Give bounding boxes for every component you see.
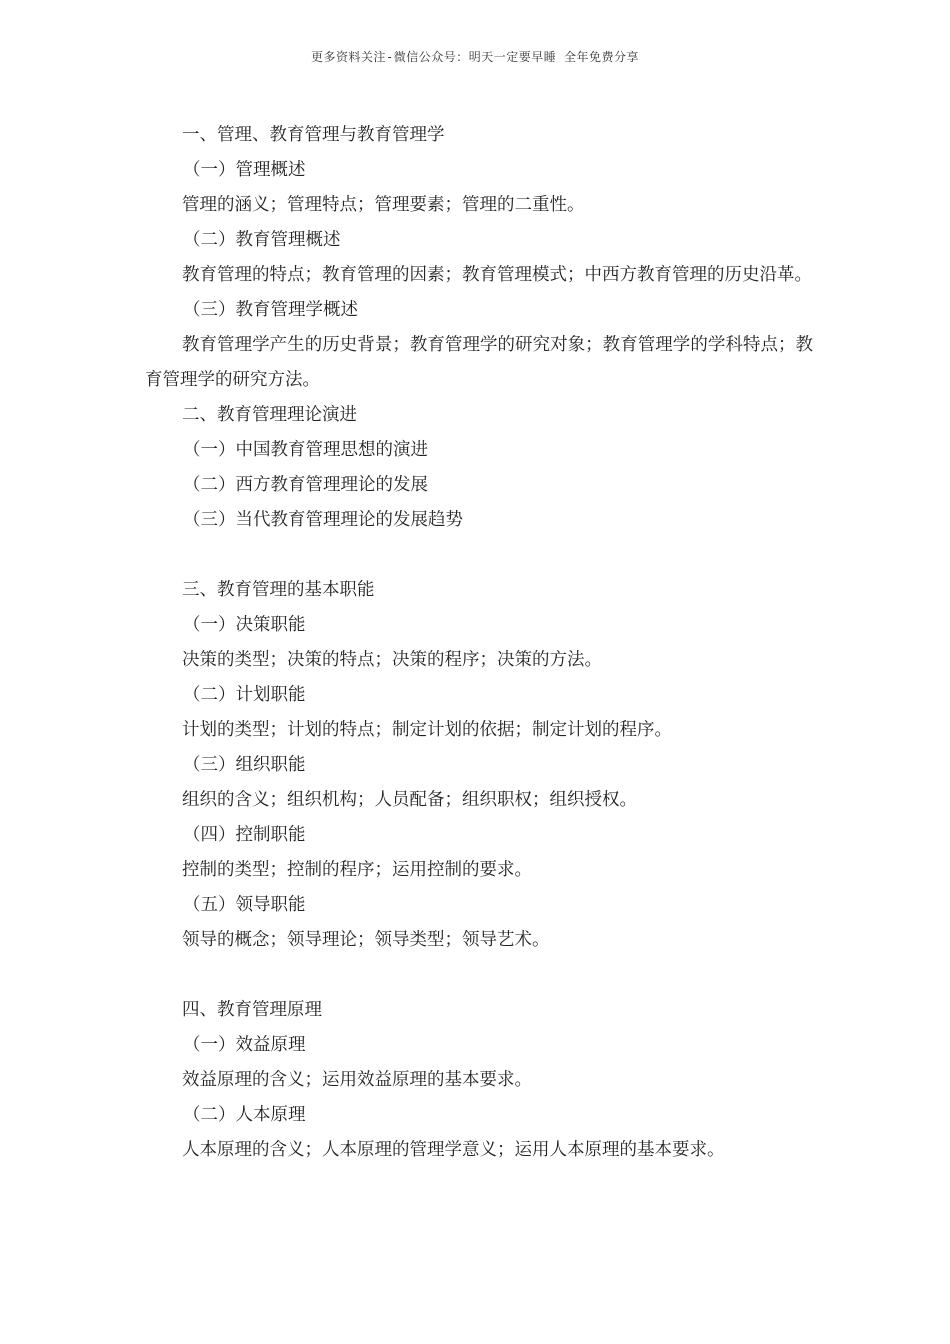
subsection-title: （一）管理概述 — [183, 160, 306, 180]
subsection-content: 效益原理的含义；运用效益原理的基本要求。 — [182, 1070, 532, 1090]
subsection-content: 教育管理的特点；教育管理的因素；教育管理模式；中西方教育管理的历史沿革。 — [182, 265, 812, 285]
subsection-title: （三）组织职能 — [183, 755, 306, 775]
page-header: 更多资料关注-微信公众号：明天一定要早睡 全年免费分享 — [311, 50, 639, 64]
section-title: 一、管理、教育管理与教育管理学 — [182, 125, 445, 145]
section-title: 二、教育管理理论演进 — [182, 405, 357, 425]
subsection-content: 控制的类型；控制的程序；运用控制的要求。 — [182, 860, 532, 880]
subsection-content: 领导的概念；领导理论；领导类型；领导艺术。 — [182, 930, 550, 950]
section-gap — [145, 958, 813, 993]
document-body — [145, 118, 813, 1168]
section-gap — [145, 538, 813, 573]
subsection-content: 计划的类型；计划的特点；制定计划的依据；制定计划的程序。 — [182, 720, 672, 740]
subsection-title: （五）领导职能 — [183, 895, 306, 915]
subsection-title: （三）当代教育管理理论的发展趋势 — [183, 510, 463, 530]
subsection-title: （一）效益原理 — [183, 1035, 306, 1055]
subsection-content: 决策的类型；决策的特点；决策的程序；决策的方法。 — [182, 650, 602, 670]
subsection-title: （一）中国教育管理思想的演进 — [183, 440, 428, 460]
subsection-title: （一）决策职能 — [183, 615, 306, 635]
subsection-content: 教育管理学产生的历史背景；教育管理学的研究对象；教育管理学的学科特点；教育管理学的研究方法。 — [145, 335, 813, 390]
subsection-content: 人本原理的含义；人本原理的管理学意义；运用人本原理的基本要求。 — [182, 1140, 725, 1160]
subsection-title: （二）教育管理概述 — [183, 230, 341, 250]
subsection-title: （四）控制职能 — [183, 825, 306, 845]
subsection-title: （二）人本原理 — [183, 1105, 306, 1125]
subsection-title: （二）西方教育管理理论的发展 — [183, 475, 428, 495]
subsection-title: （二）计划职能 — [183, 685, 306, 705]
subsection-content: 组织的含义；组织机构；人员配备；组织职权；组织授权。 — [182, 790, 637, 810]
subsection-content: 管理的涵义；管理特点；管理要素；管理的二重性。 — [182, 195, 585, 215]
subsection-title: （三）教育管理学概述 — [183, 300, 358, 320]
section-title: 三、教育管理的基本职能 — [182, 580, 375, 600]
section-title: 四、教育管理原理 — [182, 1000, 322, 1020]
